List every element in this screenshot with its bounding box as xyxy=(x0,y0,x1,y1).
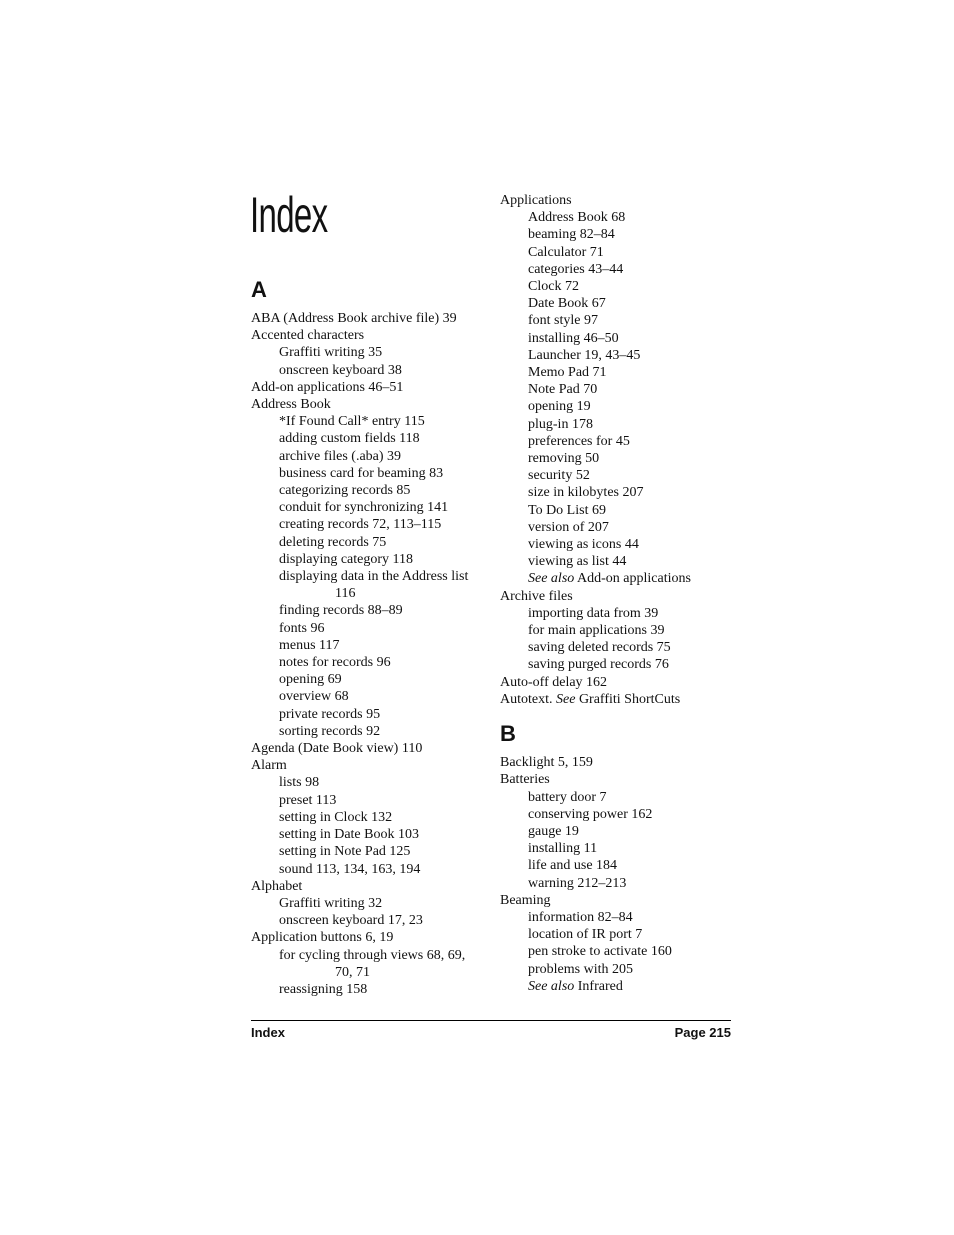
entry-text: displaying category 118 xyxy=(279,551,414,567)
index-entry xyxy=(500,192,732,209)
index-subentry xyxy=(500,909,732,926)
index-subentry xyxy=(500,536,732,553)
entry-text: displaying data in the Address list 116 xyxy=(279,569,469,602)
entry-text: for main applications 39 xyxy=(528,623,665,639)
index-subentry xyxy=(500,806,732,823)
index-subentry xyxy=(500,639,732,656)
index-subentry xyxy=(500,381,732,398)
index-subentry xyxy=(251,792,483,809)
entry-lead: Autotext. xyxy=(500,691,553,707)
entry-text: size in kilobytes 207 xyxy=(528,485,644,501)
index-subentry xyxy=(251,861,483,878)
index-entry xyxy=(251,379,483,396)
entry-text: ABA (Address Book archive file) 39 xyxy=(251,311,457,326)
entry-text: warning 212–213 xyxy=(528,875,627,891)
index-subentry xyxy=(251,534,483,551)
index-subentry xyxy=(251,430,483,447)
index-subentry xyxy=(500,840,732,857)
index-subentry xyxy=(500,656,732,673)
index-entry xyxy=(500,771,732,788)
index-entry xyxy=(251,327,483,344)
index-subentry xyxy=(500,961,732,978)
index-entry xyxy=(251,878,483,895)
entry-text: problems with 205 xyxy=(528,961,633,977)
index-entry xyxy=(251,396,483,413)
index-entry xyxy=(251,929,483,946)
index-subentry xyxy=(500,570,732,587)
index-subentry xyxy=(251,362,483,379)
entry-text: Launcher 19, 43–45 xyxy=(528,347,641,363)
index-subentry xyxy=(500,978,732,995)
entry-text: Address Book xyxy=(251,397,331,413)
entry-text: Beaming xyxy=(500,892,551,908)
entry-text: Auto-off delay 162 xyxy=(500,674,608,690)
entry-text: gauge 19 xyxy=(528,823,579,839)
entry-text: conserving power 162 xyxy=(528,806,653,822)
footer-section-title: Index xyxy=(251,1025,285,1040)
entry-text: setting in Date Book 103 xyxy=(279,827,419,843)
index-entry xyxy=(500,892,732,909)
entry-text: location of IR port 7 xyxy=(528,927,643,943)
entry-text: saving deleted records 75 xyxy=(528,640,671,656)
index-subentry xyxy=(500,502,732,519)
entry-text: Add-on applications 46–51 xyxy=(251,379,404,395)
entry-text: Address Book 68 xyxy=(528,210,626,226)
index-subentry xyxy=(500,789,732,806)
index-subentry xyxy=(251,895,483,912)
index-entry xyxy=(500,674,732,691)
entry-text: Graffiti ShortCuts xyxy=(578,691,681,707)
index-subentry xyxy=(251,551,483,568)
index-subentry xyxy=(251,568,483,602)
entry-text: Batteries xyxy=(500,772,550,788)
index-subentry xyxy=(500,347,732,364)
entry-text: viewing as list 44 xyxy=(528,554,627,570)
entry-text: Note Pad 70 xyxy=(528,382,598,398)
entry-text: battery door 7 xyxy=(528,789,607,805)
entry-text: Graffiti writing 35 xyxy=(279,345,383,361)
entry-text: version of 207 xyxy=(528,519,609,535)
index-subentry xyxy=(500,605,732,622)
index-subentry xyxy=(251,516,483,533)
index-subentry xyxy=(500,467,732,484)
entry-text: lists 98 xyxy=(279,775,320,791)
index-subentry xyxy=(500,926,732,943)
section-letter: A xyxy=(251,277,267,302)
entry-text: installing 11 xyxy=(528,841,598,857)
index-subentry xyxy=(500,209,732,226)
entry-text: categories 43–44 xyxy=(528,261,624,277)
index-subentry xyxy=(500,398,732,415)
entry-text: deleting records 75 xyxy=(279,534,387,550)
entry-text: for cycling through views 68, 69, 70, 71 xyxy=(279,947,466,980)
entry-text: fonts 96 xyxy=(279,620,325,636)
entry-text: adding custom fields 118 xyxy=(279,431,420,447)
index-subentry xyxy=(251,774,483,791)
entry-text: Applications xyxy=(500,193,572,208)
entry-text: archive files (.aba) 39 xyxy=(279,448,402,464)
index-entry xyxy=(500,588,732,605)
entry-text: information 82–84 xyxy=(528,909,633,925)
entry-text: *If Found Call* entry 115 xyxy=(279,414,425,430)
index-subentry xyxy=(500,484,732,501)
index-subentry xyxy=(500,823,732,840)
entry-text: onscreen keyboard 38 xyxy=(279,362,402,378)
entry-text: security 52 xyxy=(528,468,590,484)
entry-text: finding records 88–89 xyxy=(279,603,403,619)
index-subentry xyxy=(251,637,483,654)
index-entry xyxy=(251,310,483,327)
entry-text: opening 69 xyxy=(279,672,342,688)
index-subentry xyxy=(251,602,483,619)
entry-text: menus 117 xyxy=(279,637,340,653)
entry-text: saving purged records 76 xyxy=(528,657,669,673)
index-entry xyxy=(500,754,732,771)
entry-text: setting in Clock 132 xyxy=(279,809,393,825)
index-subentry xyxy=(251,413,483,430)
entry-text: Clock 72 xyxy=(528,279,579,295)
entry-text: reassigning 158 xyxy=(279,981,368,997)
index-subentry xyxy=(500,622,732,639)
index-subentry xyxy=(500,312,732,329)
index-subentry xyxy=(251,826,483,843)
entry-text: font style 97 xyxy=(528,313,598,329)
index-subentry xyxy=(251,448,483,465)
entry-text: Backlight 5, 159 xyxy=(500,755,593,771)
entry-text: Application buttons 6, 19 xyxy=(251,930,394,946)
index-subentry xyxy=(251,706,483,723)
index-column-left xyxy=(251,278,483,998)
footer-page-number: Page 215 xyxy=(674,1025,731,1040)
entry-text: sound 113, 134, 163, 194 xyxy=(279,861,421,877)
entry-text: plug-in 178 xyxy=(528,416,593,432)
index-column-right xyxy=(500,192,732,995)
index-subentry xyxy=(251,809,483,826)
index-subentry xyxy=(500,943,732,960)
see-also-label: See also xyxy=(528,571,575,587)
index-subentry xyxy=(251,344,483,361)
index-entry xyxy=(251,740,483,757)
page-footer xyxy=(251,1020,731,1042)
entry-text: onscreen keyboard 17, 23 xyxy=(279,913,423,929)
entry-text: opening 19 xyxy=(528,399,591,415)
index-subentry xyxy=(251,654,483,671)
entry-text: pen stroke to activate 160 xyxy=(528,944,672,960)
entry-text: business card for beaming 83 xyxy=(279,465,444,481)
index-subentry xyxy=(251,671,483,688)
index-subentry xyxy=(500,857,732,874)
see-also-label: See also xyxy=(528,978,575,994)
entry-text: setting in Note Pad 125 xyxy=(279,844,411,860)
index-subentry xyxy=(251,723,483,740)
index-subentry xyxy=(500,330,732,347)
entry-text: Date Book 67 xyxy=(528,296,606,312)
section-letter: B xyxy=(500,721,516,747)
entry-text: life and use 184 xyxy=(528,858,618,874)
entry-text: categorizing records 85 xyxy=(279,483,411,499)
entry-text: preferences for 45 xyxy=(528,433,630,449)
entry-text: viewing as icons 44 xyxy=(528,537,639,553)
entry-text: Archive files xyxy=(500,588,573,604)
index-subentry xyxy=(500,278,732,295)
entry-text: Memo Pad 71 xyxy=(528,365,607,381)
entry-text: Agenda (Date Book view) 110 xyxy=(251,741,423,757)
entry-text: preset 113 xyxy=(279,792,337,808)
index-subentry xyxy=(500,364,732,381)
index-subentry xyxy=(251,499,483,516)
index-subentry xyxy=(500,416,732,433)
entry-text: Add-on applications xyxy=(577,571,691,587)
entry-text: To Do List 69 xyxy=(528,502,606,518)
entry-text: Graffiti writing 32 xyxy=(279,895,383,911)
index-subentry xyxy=(500,261,732,278)
entry-text: Alarm xyxy=(251,758,287,774)
index-entry xyxy=(500,691,732,708)
index-subentry xyxy=(500,433,732,450)
entry-text: sorting records 92 xyxy=(279,723,381,739)
entry-text: Accented characters xyxy=(251,328,365,344)
index-subentry xyxy=(251,981,483,998)
index-subentry xyxy=(500,553,732,570)
index-subentry xyxy=(251,465,483,482)
entry-text: removing 50 xyxy=(528,451,600,467)
entry-text: notes for records 96 xyxy=(279,655,391,671)
index-subentry xyxy=(500,244,732,261)
index-subentry xyxy=(500,875,732,892)
index-subentry xyxy=(500,226,732,243)
index-subentry xyxy=(251,947,483,981)
index-subentry xyxy=(251,688,483,705)
page-title: Index xyxy=(250,187,328,243)
entry-text: conduit for synchronizing 141 xyxy=(279,500,449,516)
entry-text: Alphabet xyxy=(251,878,303,894)
index-entry xyxy=(251,757,483,774)
index-subentry xyxy=(251,482,483,499)
entry-text: importing data from 39 xyxy=(528,605,659,621)
index-subentry xyxy=(251,912,483,929)
index-subentry xyxy=(500,519,732,536)
entry-text: Calculator 71 xyxy=(528,244,604,260)
index-subentry xyxy=(251,843,483,860)
entry-text: beaming 82–84 xyxy=(528,227,615,243)
see-also-label: See xyxy=(556,691,576,707)
entry-text: private records 95 xyxy=(279,706,381,722)
index-subentry xyxy=(251,620,483,637)
index-subentry xyxy=(500,450,732,467)
index-subentry xyxy=(500,295,732,312)
entry-text: creating records 72, 113–115 xyxy=(279,517,442,533)
entry-text: Infrared xyxy=(577,978,623,994)
entry-text: installing 46–50 xyxy=(528,330,619,346)
entry-text: overview 68 xyxy=(279,689,349,705)
